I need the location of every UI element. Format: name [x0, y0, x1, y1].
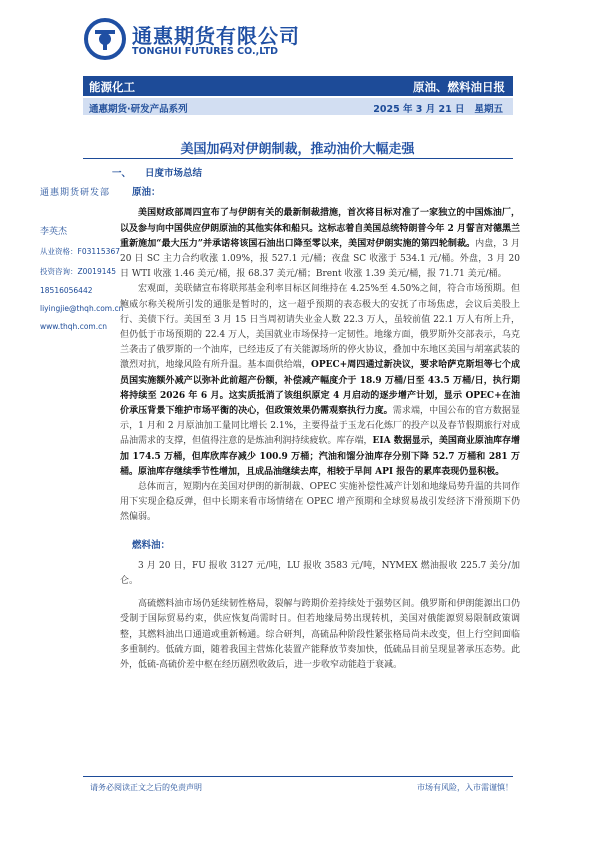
report-body	[112, 166, 521, 673]
section-heading: 一、 日度市场总结	[112, 168, 203, 179]
report-type-label: 原油、燃料油日报	[413, 80, 505, 94]
fuel-paragraph-1: 3 月 20 日，FU 报收 3127 元/吨，LU 报收 3583 元/吨，NYMEX 燃油报收 225.7 美分/加仑。	[120, 560, 520, 587]
fuel-subheading: 燃料油：	[132, 539, 171, 551]
analyst-name: 李英杰	[40, 227, 68, 237]
category-label: 能源化工	[89, 80, 135, 94]
title-divider	[83, 158, 513, 159]
analyst-phone: 18516056442	[40, 286, 93, 295]
company-logo	[84, 18, 126, 60]
department-name: 通惠期货研发部	[40, 188, 111, 198]
series-label: 通惠期货·研发产品系列	[89, 104, 188, 115]
footer-divider	[83, 776, 513, 777]
license-consulting: 投资咨询：Z0019145	[40, 267, 117, 276]
crude-subheading: 原油：	[132, 187, 161, 199]
crude-paragraph-3: 总体而言，短期内在美国对伊朗的新制裁、OPEC 实施补偿性减产计划和地缘局势升温的共同作用下实现企稳反弹，但中长期来看市场情绪在 OPEC 增产预期和全球贸易战引发经济下滑预期下仍然偏弱。	[120, 482, 520, 523]
crude-paragraph-1: 美国财政部周四宣布了与伊朗有关的最新制裁措施，首次将目标对准了一家独立的中国炼油厂，以及参与向中国供应伊朗原油的其他实体和船只。这标志着自美国总统特朗普今年 2 月誓言对德黑兰重新施加“最大压力”并承诺将该国石油出口降至零以来，美国对伊朗实施的第四轮制裁。内盘，3 月 20 日 SC 主力合约收涨 1.09%，报 527.1 元/桶；夜盘 SC 收涨于 534.1 元/桶。外盘，3 月 20 日 WTI 收涨 1.46 美元/桶，报 68.37 美元/桶；Brent 收涨 1.39 美元/桶，报 71.71 美元/桶。	[120, 208, 521, 280]
footer-risk-warning: 市场有风险，入市需谨慎！	[417, 783, 513, 792]
analyst-email[interactable]: liyingjie@thqh.com.cn	[40, 304, 124, 313]
report-date: 2025 年 3 月 21 日 星期五	[373, 104, 503, 115]
brand-name-en: TONGHUI FUTURES CO.,LTD	[132, 46, 279, 57]
series-date-band	[83, 98, 513, 115]
fuel-paragraph-2: 高硫燃料油市场仍延续韧性格局，裂解与跨期价差持续处于强势区间。俄罗斯和伊朗能源出口仍受制于国际贸易约束，供应恢复尚需时日。但若地缘局势出现转机，美国对俄能源贸易限制政策调整，其燃料油出口通道或重新畅通。综合研判，高硫品种阶段性紧张格局尚未改变，但上行空间面临多重制约。低硫方面，随着我国主营炼化装置产能释放节奏加快，低硫品目前呈现显著承压态势。此外，低硫-高硫价差中枢在经历剧烈收敛后，进一步收窄动能趋于衰减。	[120, 599, 520, 671]
brand-name-cn: 通惠期货有限公司	[132, 24, 300, 48]
crude-paragraph-2: 宏观面，美联储宣布将联邦基金利率目标区间维持在 4.25%至 4.50%之间，符合市场预期。但鲍威尔称关税所引发的通胀是暂时的，这一超乎预期的表态极大的安抚了市场焦虑，会议后美股上行、美债下行。美国至 3 月 15 日当周初请失业金人数 22.3 万人，虽较前值 22.1 万人有所上升，但仍低于市场预期的 22.4 万人，美国就业市场保持一定韧性。地缘方面，俄罗斯外交部表示，乌克兰袭击了俄罗斯的一个油库，已经违反了有关能源场所的停火协议，叠加中东地区美国与胡塞武装的激烈对抗，地缘风险有所升温。基本面供给端，OPEC+周四通过新决议，要求哈萨克斯坦等七个成员国实施额外减产以弥补此前超产份额，补偿减产幅度介于 18.9 万桶/日至 43.5 万桶/日，执行期将持续至 2026 年 6 月。这实质抵消了该组织原定 4 月启动的逐步增产计划，显示 OPEC+在油价承压背景下维护市场平衡的决心，但政策效果仍需观察执行力度。需求端，中国公布的官方数据显示，1 月和 2 月原油加工量同比增长 2.1%，主要得益于玉龙石化炼厂的投产以及春节假期旅行对成品油需求的支撑，但值得注意的是炼油利润持续疲软。库存端，EIA 数据显示，美国商业原油库存增加 174.5 万桶，但库欣库存减少 100.9 万桶；汽油和馏分油库存分别下降 52.7 万桶和 281 万桶。原油库存继续季节性增加，且成品油继续去库，相较于早间 API 报告的累库表现仍显积极。	[120, 284, 520, 477]
report-title: 美国加码对伊朗制裁，推动油价大幅走强	[180, 142, 415, 157]
report-category-band	[83, 76, 513, 96]
company-website[interactable]: www.thqh.com.cn	[40, 322, 107, 331]
license-qualification: 从业资格：F03115367	[40, 247, 120, 256]
footer-disclaimer: 请务必阅读正文之后的免责声明	[90, 783, 202, 792]
analyst-sidebar	[40, 185, 122, 331]
